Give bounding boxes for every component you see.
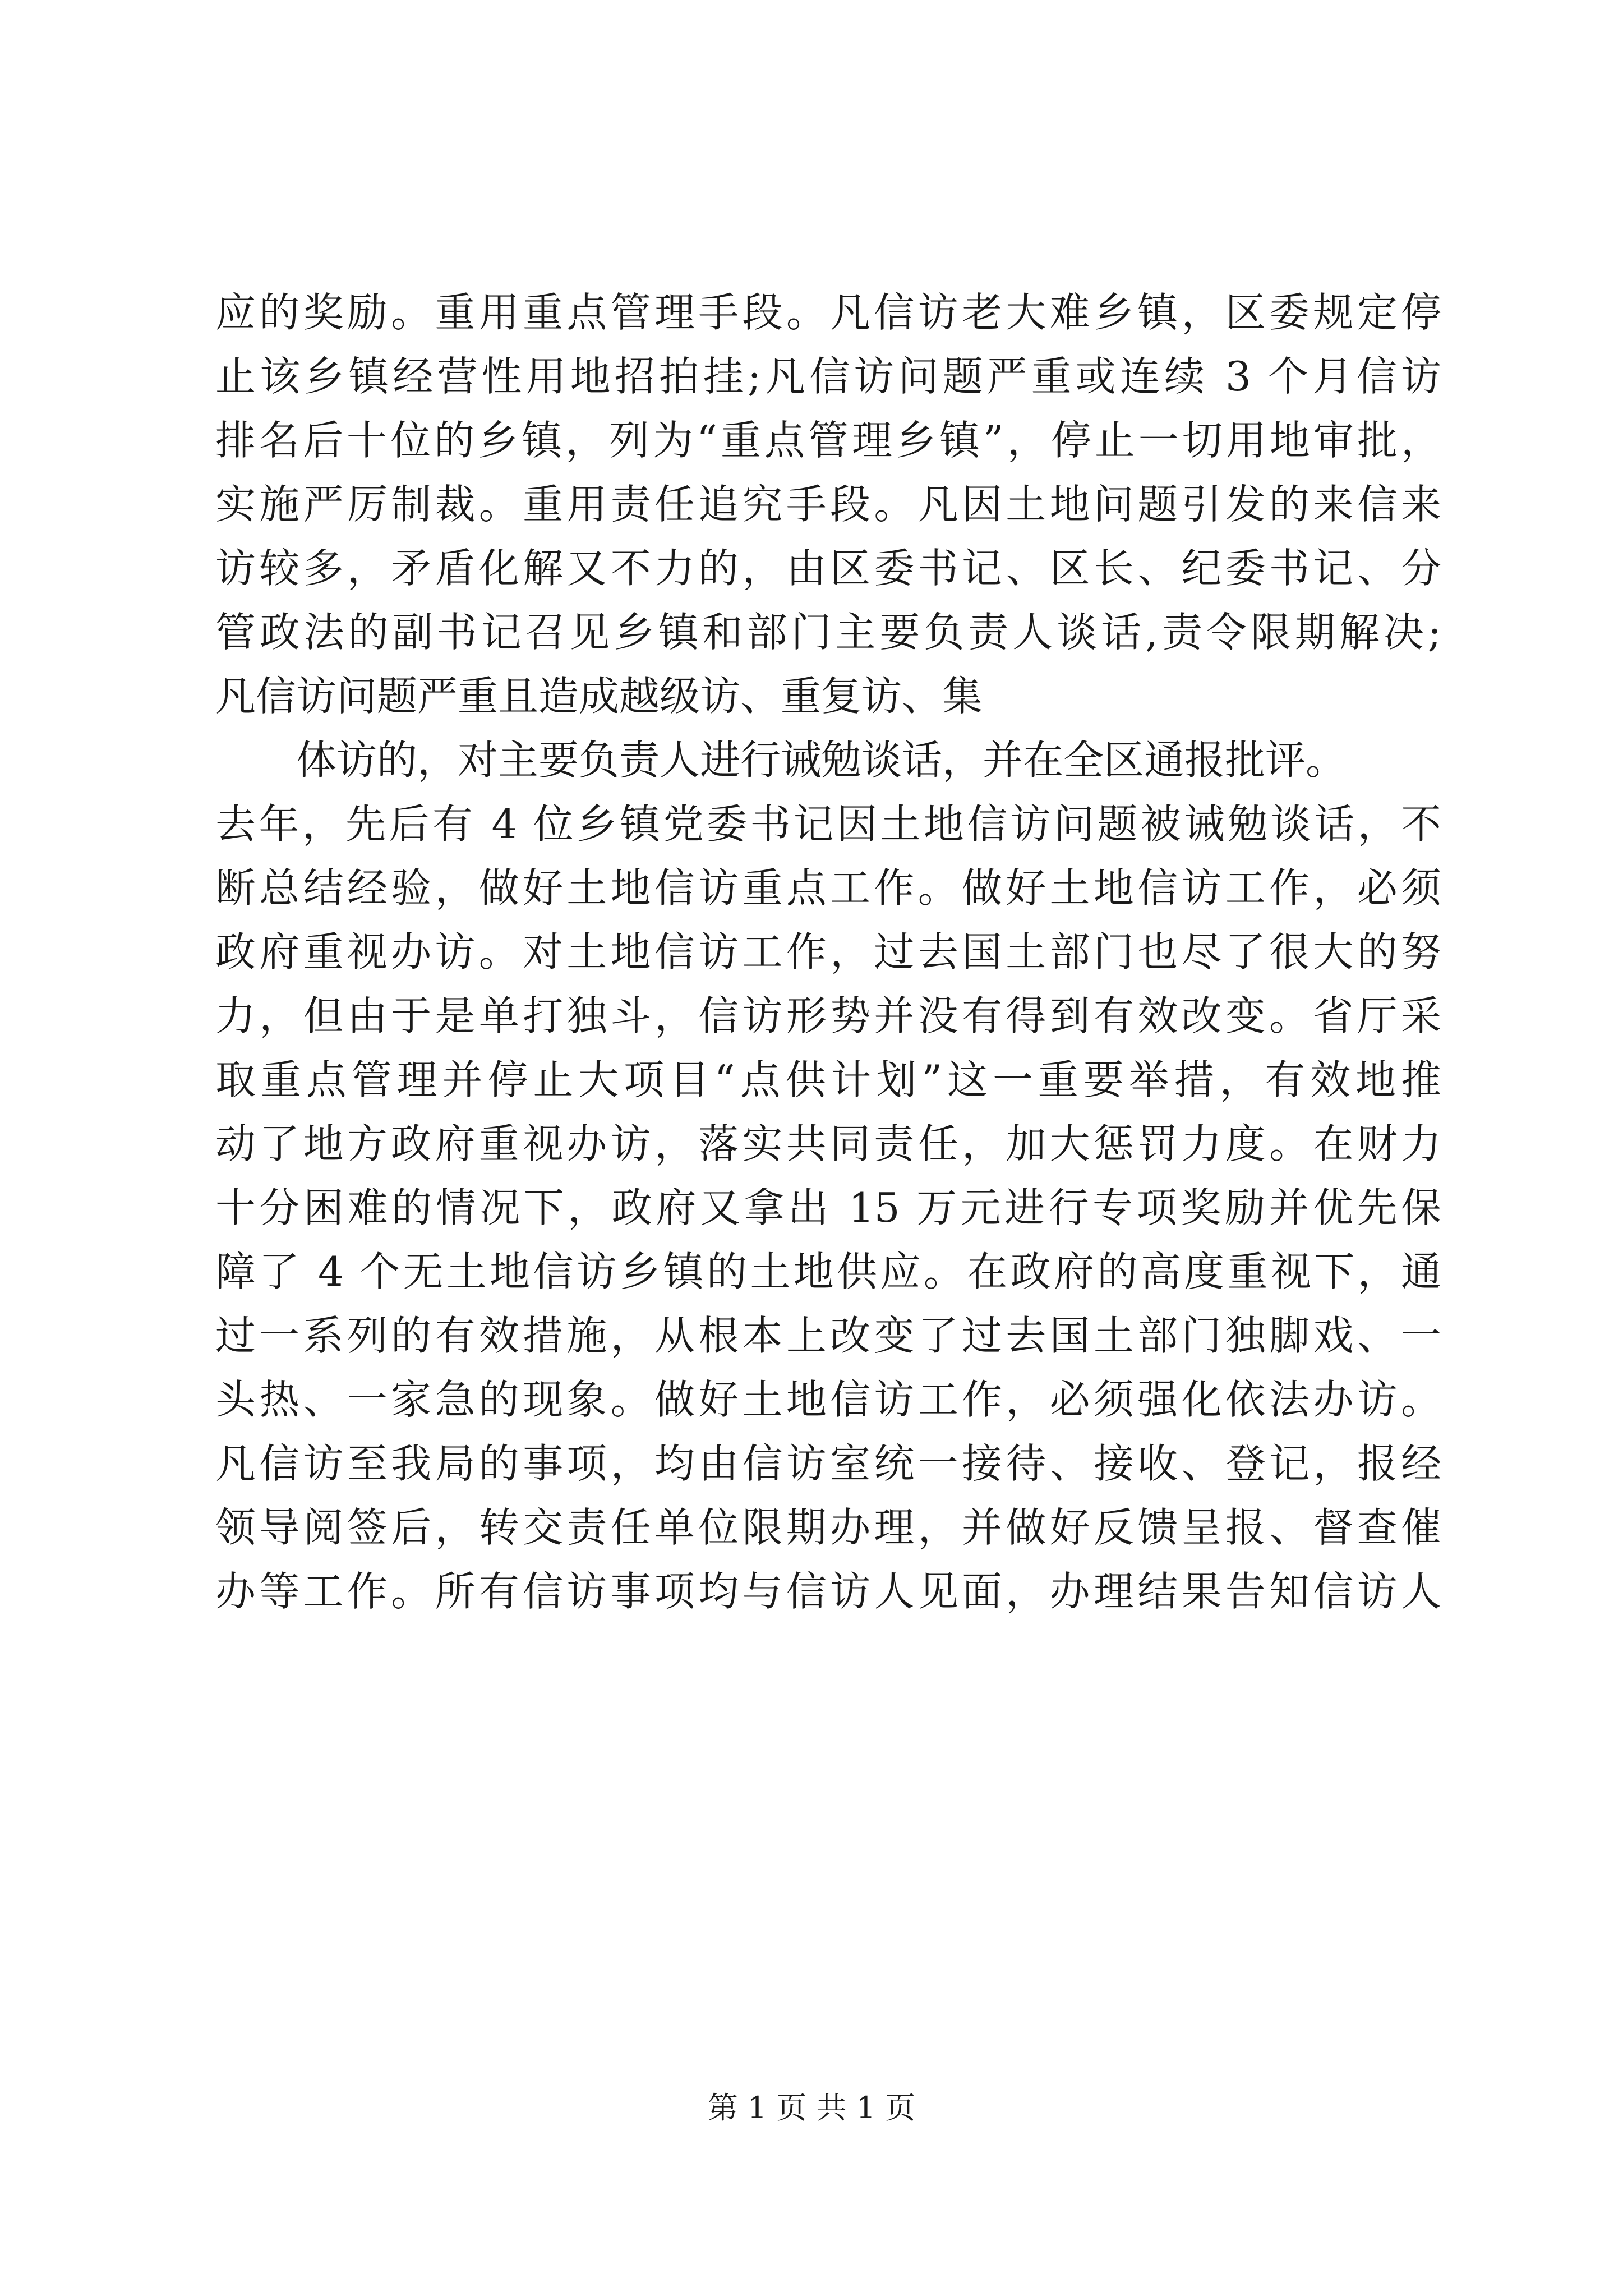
text-line: 十分困难的情况下，政府又拿出 15 万元进行专项奖励并优先保 bbox=[215, 1184, 1441, 1231]
text-line: 过一系列的有效措施，从根本上改变了过去国土部门独脚戏、一 bbox=[215, 1312, 1441, 1359]
text-line: 障了 4 个无土地信访乡镇的土地供应。在政府的高度重视下，通 bbox=[215, 1248, 1441, 1295]
paragraph-1 bbox=[215, 280, 1441, 728]
text-line: 断总结经验，做好土地信访重点工作。做好土地信访工作，必须 bbox=[215, 864, 1441, 912]
text-line: 实施严厉制裁。重用责任追究手段。凡因土地问题引发的来信来 bbox=[215, 481, 1441, 528]
text-line: 凡信访至我局的事项，均由信访室统一接待、接收、登记，报经 bbox=[215, 1440, 1441, 1487]
text-line: 政府重视办访。对土地信访工作，过去国土部门也尽了很大的努 bbox=[215, 928, 1441, 976]
page-footer: 第 1 页 共 1 页 bbox=[707, 2090, 916, 2125]
text-line: 领导阅签后，转交责任单位限期办理，并做好反馈呈报、督查催 bbox=[215, 1504, 1441, 1551]
text-line: 管政法的副书记召见乡镇和部门主要负责人谈话,责令限期解决; bbox=[215, 609, 1441, 656]
body-text bbox=[215, 280, 1441, 1623]
text-line: 取重点管理并停止大项目“点供计划”这一重要举措，有效地推 bbox=[215, 1056, 1441, 1103]
text-line: 排名后十位的乡镇，列为“重点管理乡镇”，停止一切用地审批， bbox=[215, 417, 1441, 464]
text-line: 访较多，矛盾化解又不力的，由区委书记、区长、纪委书记、分 bbox=[215, 545, 1441, 592]
text-line: 头热、一家急的现象。做好土地信访工作，必须强化依法办访。 bbox=[215, 1376, 1441, 1423]
text-line: 去年，先后有 4 位乡镇党委书记因土地信访问题被诫勉谈话，不 bbox=[215, 800, 1441, 848]
text-line: 办等工作。所有信访事项均与信访人见面，办理结果告知信访人 bbox=[215, 1568, 1441, 1615]
text-line: 应的奖励。重用重点管理手段。凡信访老大难乡镇，区委规定停 bbox=[215, 289, 1441, 336]
text-line: 凡信访问题严重且造成越级访、重复访、集 bbox=[215, 673, 983, 720]
text-line: 力，但由于是单打独斗，信访形势并没有得到有效改变。省厅采 bbox=[215, 992, 1441, 1039]
text-line: 动了地方政府重视办访，落实共同责任，加大惩罚力度。在财力 bbox=[215, 1120, 1441, 1167]
text-line: 止该乡镇经营性用地招拍挂;凡信访问题严重或连续 3 个月信访 bbox=[215, 353, 1441, 400]
text-line: 体访的，对主要负责人进行诫勉谈话，并在全区通报批评。 bbox=[296, 737, 1347, 784]
paragraph-2 bbox=[215, 728, 1441, 1623]
